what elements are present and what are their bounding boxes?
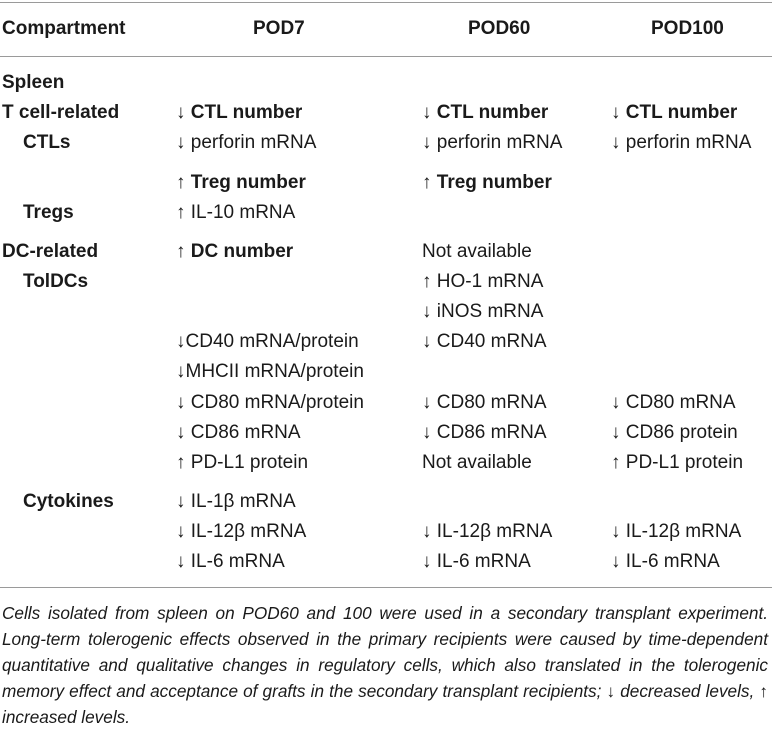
pod100-pdl1: ↑ PD-L1 protein: [611, 452, 744, 473]
header-rule: [0, 56, 772, 57]
pod7-ctl-number: ↓ CTL number: [176, 102, 303, 123]
pod100-perforin: ↓ perforin mRNA: [611, 132, 752, 153]
pod7-cd40: ↓CD40 mRNA/protein: [176, 331, 359, 352]
pod60-dc-number: Not available: [422, 241, 532, 262]
pod60-pdl1: Not available: [422, 452, 532, 473]
section-t-cell-related: T cell-related: [2, 102, 120, 123]
pod7-dc-number: ↑ DC number: [176, 241, 294, 262]
pod7-perforin: ↓ perforin mRNA: [176, 132, 317, 153]
subsection-toldcs: TolDCs: [23, 271, 89, 292]
pod60-il6: ↓ IL-6 mRNA: [422, 551, 531, 572]
pod60-treg-number: ↑ Treg number: [422, 172, 552, 193]
pod7-il12b: ↓ IL-12β mRNA: [176, 521, 307, 542]
section-dc-related: DC-related: [2, 241, 99, 262]
pod7-il1b: ↓ IL-1β mRNA: [176, 491, 296, 512]
pod60-perforin: ↓ perforin mRNA: [422, 132, 563, 153]
pod7-mhcii: ↓MHCII mRNA/protein: [176, 361, 364, 382]
column-header-compartment: Compartment: [2, 18, 126, 39]
subsection-ctls: CTLs: [23, 132, 71, 153]
pod100-cd80: ↓ CD80 mRNA: [611, 392, 736, 413]
pod7-treg-number: ↑ Treg number: [176, 172, 306, 193]
pod7-il10: ↑ IL-10 mRNA: [176, 202, 296, 223]
column-header-pod100: POD100: [651, 18, 724, 39]
pod100-ctl-number: ↓ CTL number: [611, 102, 738, 123]
pod60-ho1: ↑ HO-1 mRNA: [422, 271, 544, 292]
top-rule: [0, 2, 772, 3]
table-footnote: Cells isolated from spleen on POD60 and 100 were used in a secondary transplant experiment. Long-term tolerogenic effects observed in the primary recipients were caused by time-dependent quantitative and qualitative changes in regulatory cells, which also translated in the tolerogenic memory effect and acceptance of grafts in the secondary transplant recipients; ↓ decreased levels, ↑ increased levels.: [2, 603, 768, 727]
column-header-pod60: POD60: [468, 18, 531, 39]
pod60-inos: ↓ iNOS mRNA: [422, 301, 544, 322]
pod60-cd80: ↓ CD80 mRNA: [422, 392, 547, 413]
pod7-pdl1: ↑ PD-L1 protein: [176, 452, 309, 473]
pod60-cd40: ↓ CD40 mRNA: [422, 331, 547, 352]
section-spleen: Spleen: [2, 72, 65, 93]
column-header-pod7: POD7: [253, 18, 305, 39]
pod7-cd86: ↓ CD86 mRNA: [176, 422, 301, 443]
pod7-cd80: ↓ CD80 mRNA/protein: [176, 392, 364, 413]
subsection-cytokines: Cytokines: [23, 491, 114, 512]
pod60-il12b: ↓ IL-12β mRNA: [422, 521, 553, 542]
subsection-tregs: Tregs: [23, 202, 74, 223]
pod100-il12b: ↓ IL-12β mRNA: [611, 521, 742, 542]
pod7-il6: ↓ IL-6 mRNA: [176, 551, 285, 572]
pod100-cd86: ↓ CD86 protein: [611, 422, 738, 443]
bottom-rule: [0, 587, 772, 588]
pod100-il6: ↓ IL-6 mRNA: [611, 551, 720, 572]
pod60-ctl-number: ↓ CTL number: [422, 102, 549, 123]
pod60-cd86: ↓ CD86 mRNA: [422, 422, 547, 443]
